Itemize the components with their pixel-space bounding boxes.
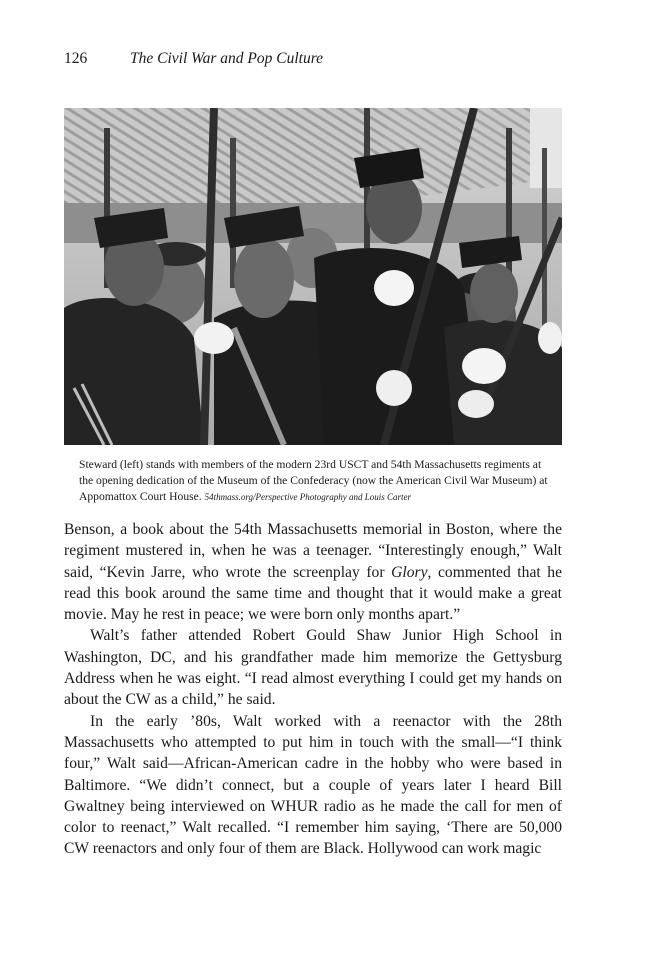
reenactors-photo: [64, 108, 562, 445]
paragraph-1-part-b: , commented that he read this book around the same time and thought that it would make a great movie. May he rest in peace; we were born only months apart.”: [64, 563, 562, 624]
paragraph-3: In the early ’80s, Walt worked with a reenactor with the 28th Massachusetts who attempted to put him in touch with the small—“I think four,” Walt said—African-American cadre in the hobby who were based in Baltimore. “We didn’t connect, but a couple of years later I heard Bill Gwaltney being interviewed on WHUR radio as he made the call for men of color to reenact,” Walt recalled. “I remember him saying, ‘There are 50,000 CW reenactors and only four of them are Black. Hollywood can work magic: [64, 712, 562, 858]
figure-caption: [79, 457, 555, 506]
page-number: 126: [64, 50, 88, 67]
paragraph-1-part-a: Benson, a book about the 54th Massachusetts memorial in Boston, where the regiment mustered in, when he was a teenager. “Interestingly enough,” Walt said, “Kevin Jarre, who wrote the screenplay for: [64, 521, 562, 581]
caption-text: Steward (left) stands with members of the modern 23rd USCT and 54th Massachusetts regiments at the opening dedication of the Museum of the Confederacy (now the American Civil War Museum) at Appomattox Court House.: [79, 458, 548, 504]
paragraph-2: Walt’s father attended Robert Gould Shaw Junior High School in Washington, DC, and his grandfather made him memorize the Gettysburg Address when he was eight. “I read almost everything I could get my hands on about the CW as a child,” he said.: [64, 627, 562, 709]
photo-illustration: [64, 108, 562, 445]
paragraph-1: [64, 519, 562, 625]
photo-credit: 54thmass.org/Perspective Photography and Louis Carter: [204, 492, 412, 503]
body-text: [64, 519, 562, 860]
book-title: The Civil War and Pop Culture: [130, 50, 324, 67]
film-title-glory: Glory: [391, 563, 428, 581]
running-head: [64, 50, 584, 68]
